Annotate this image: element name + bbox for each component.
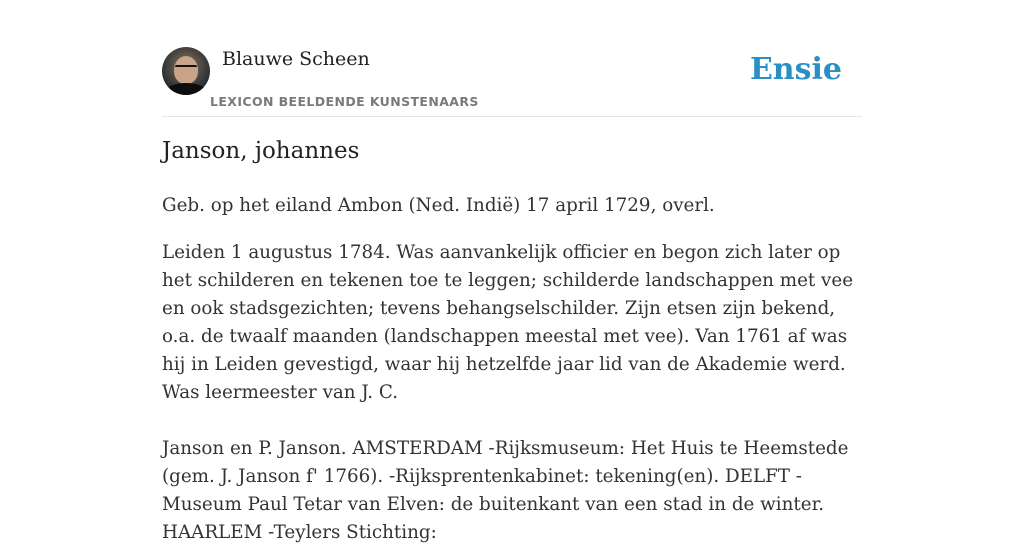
avatar-glasses (175, 65, 197, 73)
article-paragraph-2-part-2: Janson en P. Janson. AMSTERDAM -Rijksmuseum: Het Huis te Heemstede (gem. J. Janson f' 1766). -Rijksprentenkabinet: tekening(en). DELFT -Museum Paul Tetar van Elven: de buitenkant van een stad in de winter. HAARLEM -Teylers Stichting: (162, 438, 849, 543)
author-avatar[interactable] (162, 47, 210, 95)
avatar-shirt (166, 83, 206, 95)
article-paragraph-2-part-1: Leiden 1 augustus 1784. Was aanvankelijk officier en begon zich later op het schilderen en tekenen toe te leggen; schilderde landschappen met vee en ook stadsgezichten; tevens behangselschilder. Zijn etsen zijn bekend, o.a. de twaalf maanden (landschappen meestal met vee). Van 1761 af was hij in Leiden gevestigd, waar hij hetzelfde jaar lid van de Akademie werd. Was leermeester van J. C. (162, 242, 854, 403)
brand-logo[interactable]: Ensie (749, 52, 842, 87)
page-header (162, 46, 862, 117)
article-paragraph-2 (162, 239, 867, 547)
author-name[interactable]: Blauwe Scheen (222, 48, 370, 70)
collection-label[interactable]: LEXICON BEELDENDE KUNSTENAARS (210, 94, 479, 109)
article-title: Janson, johannes (162, 138, 360, 164)
article-paragraph-1: Geb. op het eiland Ambon (Ned. Indië) 17 april 1729, overl. (162, 195, 715, 216)
